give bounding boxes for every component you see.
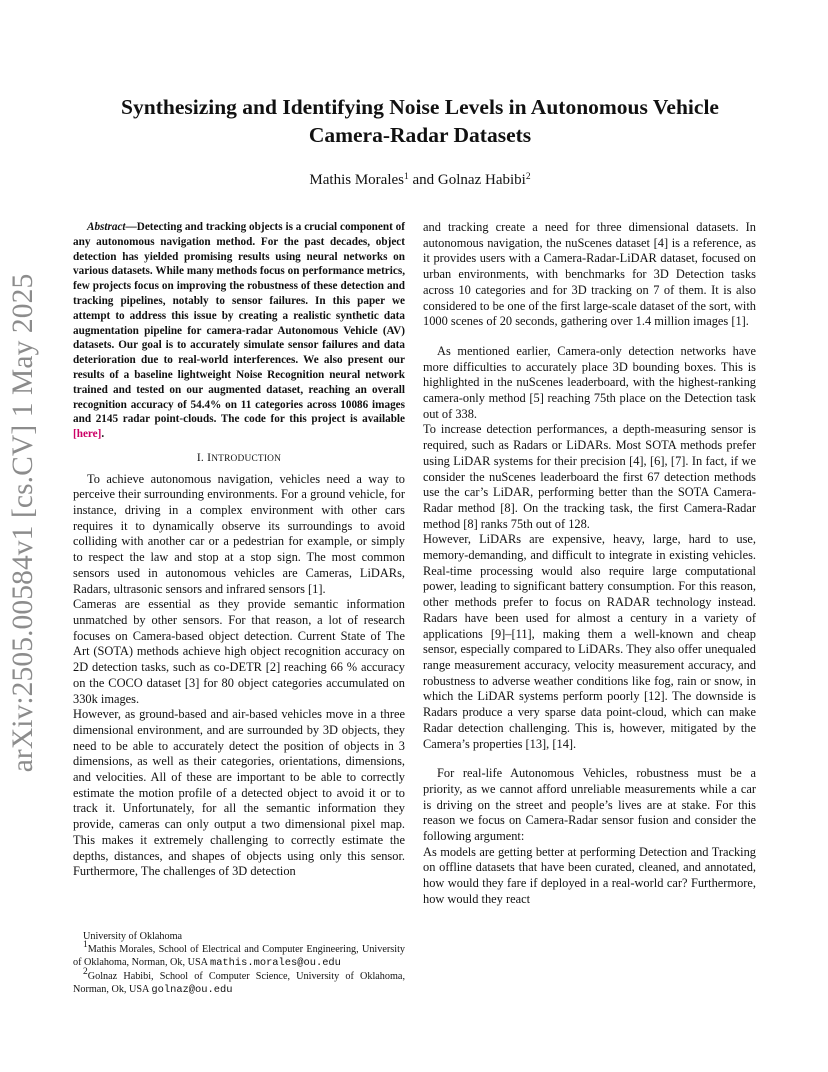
abstract-dash: — (125, 221, 137, 233)
footnotes (73, 930, 405, 997)
abstract-end: . (101, 428, 105, 441)
body-paragraph: However, as ground-based and air-based vehicles move in a three dimensional environment, and are surrounded by 3D objects, they need to be able to accurately detect the position of objects in 3 dimensions, as well as their categories, orientations, dimensions, and velocities. All of these are important to be able to correctly estimate the motion profile of a detected object to avoid it or to track it. Unfortunately, for all the semantic information they provide, cameras can only output a two dimensional pixel map. This makes it extremely challenging to correctly estimate the depths, distances, and shapes of objects using only this sensor. Furthermore, The challenges of 3D detection (73, 707, 405, 879)
paper-title (80, 93, 760, 149)
section-number: I. (196, 450, 208, 464)
footnote-1 (73, 940, 405, 970)
abstract-label: Abstract (87, 221, 126, 233)
left-column (73, 220, 405, 880)
email-address: mathis.morales@ou.edu (209, 957, 341, 969)
author-affiliation-mark: 1 (404, 172, 409, 182)
footnote-mark: 2 (83, 967, 88, 977)
title-line-2: Camera-Radar Datasets (308, 123, 532, 147)
footnote-text: Golnaz Habibi, School of Computer Science, University of Oklahoma, Norman, Ok, USA (73, 971, 405, 995)
footnote-text: Mathis Morales, School of Electrical and Computer Engineering, University of Oklahoma, Norman, Ok, USA (73, 944, 405, 968)
email-address: golnaz@ou.edu (151, 984, 233, 996)
section-title-initial: I (207, 450, 212, 464)
author-name: Mathis Morales (309, 172, 404, 188)
body-paragraph: As mentioned earlier, Camera-only detection networks have more difficulties to accurately place 3D bounding boxes. This is highlighted in the nuScenes leaderboard, with the highest-ranking camera-only method [5] reaching 75th place on the Detection task out of 338. (423, 343, 756, 421)
footnote-mark: 1 (83, 940, 88, 950)
author-affiliation-mark: 2 (525, 172, 531, 182)
author-list (80, 170, 760, 190)
abstract-text: Detecting and tracking objects is a crucial component of any autonomous navigation method. For the past decades, object detection has yielded promising results using neural networks on various datasets. While many methods focus on performance metrics, few projects focus on improving the robustness of these detection and tracking pipelines, notably to sensor failures. In this paper we attempt to address this issue by creating a realistic synthetic data augmentation pipeline for camera-radar Autonomous Vehicle (AV) datasets. Our goal is to accurately simulate sensor failures and data deterioration due to real-world interferences. We also present our results of a baseline lightweight Noise Recognition neural network trained and tested on our augmented dataset, reaching an overall recognition accuracy of 54.4% on 11 categories across 10086 images and 2145 radar point-clouds. The code for this project is available (73, 221, 405, 426)
title-line-1: Synthesizing and Identifying Noise Levels in Autonomous Vehicle (121, 95, 719, 119)
body-paragraph: and tracking create a need for three dimensional datasets. In autonomous navigation, the nuScenes dataset [4] is a reference, as it provides users with a Camera-Radar-LiDAR dataset, focused on urban environments, with benchmarks for 3D Detection tasks across 10 categories and for 3D tracking on 7 of them. It is also considered to be one of the first large-scale dataset of the sort, with 1000 scenes of 20 seconds, gathering over 1.4 million images [1]. (423, 220, 756, 329)
code-link[interactable]: [here] (73, 428, 102, 441)
right-column (423, 220, 756, 908)
author-name: Golnaz Habibi (437, 172, 526, 188)
body-paragraph: To increase detection performances, a depth-measuring sensor is required, such as Radars or LiDARs. Most SOTA methods prefer using LiDAR systems for their precision [4], [6], [7]. In fact, if we consider the nuScenes leaderboard the first 67 detection methods use the car’s LiDAR, performing better than the SOTA Camera-Radar method [8]. On the tracking task, the first Camera-Radar method [8] ranks 75th out of 128. (423, 422, 756, 531)
footnote-affiliation: University of Oklahoma (83, 931, 183, 942)
body-paragraph: To achieve autonomous navigation, vehicles need a way to perceive their surrounding environments. For a ground vehicle, for instance, driving in a complex environment with other cars requires it to dynamically observe its surroundings to avoid colliding with another car or a pedestrian for example, or simply to respect the law and stop at a stop sign. The most common sensors used in autonomous vehicles are Cameras, LiDARs, Radars, ultrasonic sensors and infrared sensors [1]. (73, 471, 405, 596)
author-separator: and (408, 172, 438, 188)
section-heading (73, 450, 405, 468)
body-paragraph: However, LiDARs are expensive, heavy, large, hard to use, memory-demanding, and difficult to integrate in existing vehicles. Real-time processing would also require large computational power, leading to significant battery consumption. For this reason, other methods prefer to focus on RADAR technology instead. Radars have been used for almost a century in a variety of applications [9]–[11], making them a well-known and cheap sensor, especially compared to LiDARs. They also offer unequaled range measurement accuracy, velocity measurement accuracy, and robustness to adverse weather conditions like fog, rain or snow, in which the LiDAR systems perform poorly [12]. The downside is Radars produce a very sparse data point-cloud, which can make Radar detection challenging. This is, however, mitigated by the Camera’s properties [13], [14]. (423, 532, 756, 751)
body-paragraph: For real-life Autonomous Vehicles, robustness must be a priority, as we cannot afford unreliable measurements while a car is driving on the street and people’s lives are at stake. For this reason we focus on Camera-Radar sensor fusion and consider the following argument: (423, 766, 756, 844)
body-paragraph: As models are getting better at performing Detection and Tracking on offline datasets that have been curated, cleaned, and annotated, how would they fare if deployed in a real-world car? Furthermore, how would they react (423, 844, 756, 906)
arxiv-identifier: arXiv:2505.00584v1 [cs.CV] 1 May 2025 (7, 273, 39, 773)
abstract (73, 220, 405, 442)
footnote-2 (73, 967, 405, 997)
body-paragraph: Cameras are essential as they provide semantic information unmatched by other sensors. For that reason, a lot of research focuses on Camera-based object detection. Current State of The Art (SOTA) methods achieve high object recognition accuracy on 2D detection tasks, such as co-DETR [2] reaching 66 % accuracy on the COCO dataset [3] for 80 object categories accumulated on 330k images. (73, 597, 405, 706)
section-title-rest: NTRODUCTION (211, 453, 282, 464)
